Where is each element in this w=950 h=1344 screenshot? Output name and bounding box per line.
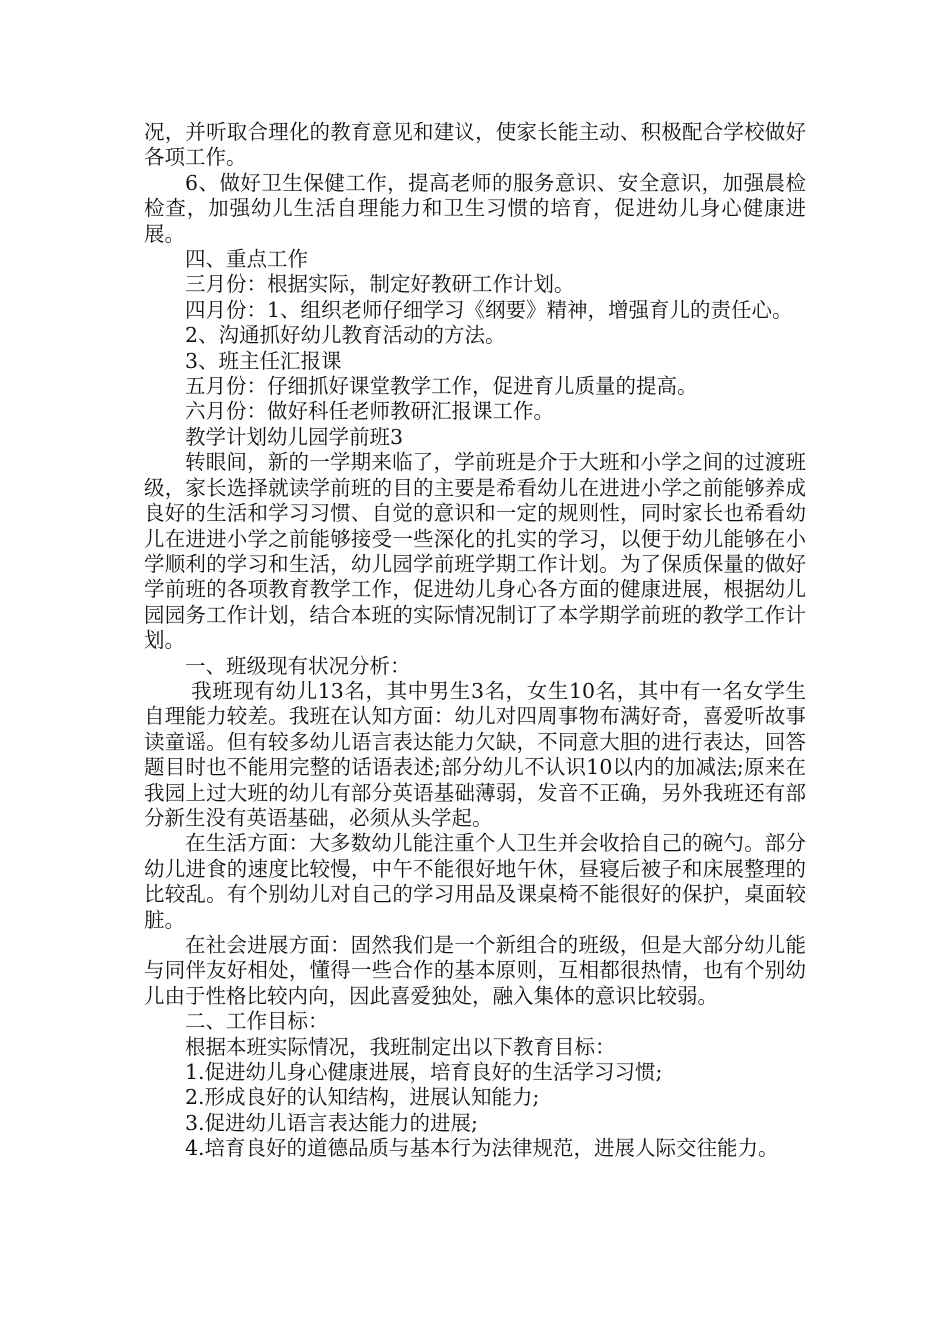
section-heading: 一、班级现有状况分析： [185,653,411,678]
list-item: 2.形成良好的认知结构，进展认知能力; [185,1085,540,1110]
paragraph: 转眼间，新的一学期来临了，学前班是介于大班和小学之间的过渡班级，家长选择就读学前班的目的主要是希看幼儿在进进小学之前能够养成良好的生活和学习习惯、自觉的意识和一定的规则性，同时家长也希看幼儿在进进小学之前能够接受一些深化的扎实的学习，以便于幼儿能够在小学顺利的学习和生活，幼儿园学前班学期工作计划。为了保质保量的做好学前班的各项教育教学工作，促进幼儿身心各方面的健康进展，根据幼儿园园务工作计划，结合本班的实际情况制订了本学期学前班的教学工作计划。 [144,450,806,653]
list-item: 4.培育良好的道德品质与基本行为法律规范，进展人际交往能力。 [185,1136,779,1161]
paragraph: 3、班主任汇报课 [185,348,342,373]
document-title: 教学计划幼儿园学前班3 [185,424,404,449]
paragraph: 在生活方面：大多数幼儿能注重个人卫生并会收拾自己的碗勺。部分幼儿进食的速度比较慢，中午不能很好地午休，昼寝后被子和床展整理的比较乱。有个别幼儿对自己的学习用品及课桌椅不能很好的保护，桌面较脏。 [144,831,806,932]
paragraph: 根据本班实际情况，我班制定出以下教育目标： [185,1034,616,1059]
section-heading: 四、重点工作 [185,247,308,272]
paragraph: 六月份：做好科任老师教研汇报课工作。 [185,399,554,424]
paragraph: 6、做好卫生保健工作，提高老师的服务意识、安全意识，加强晨检检查，加强幼儿生活自理能力和卫生习惯的培育，促进幼儿身心健康进展。 [144,170,806,246]
list-item: 3.促进幼儿语言表达能力的进展; [185,1110,478,1135]
paragraph: 五月份：仔细抓好课堂教学工作，促进育儿质量的提高。 [185,374,698,399]
paragraph: 况，并听取合理化的教育意见和建议，使家长能主动、积极配合学校做好各项工作。 [144,120,806,170]
document-body [144,120,806,1162]
paragraph: 我班现有幼儿13名，其中男生3名，女生10名，其中有一名女学生自理能力较差。我班在认知方面：幼儿对四周事物布满好奇，喜爱听故事读童谣。但有较多幼儿语言表达能力欠缺，不同意大胆的进行表达，回答题目时也不能用完整的话语表述;部分幼儿不认识10以内的加减法;原来在我园上过大班的幼儿有部分英语基础薄弱，发音不正确，另外我班还有部分新生没有英语基础，必须从头学起。 [144,678,806,830]
paragraph: 在社会进展方面：固然我们是一个新组合的班级，但是大部分幼儿能与同伴友好相处，懂得一些合作的基本原则，互相都很热情，也有个别幼儿由于性格比较内向，因此喜爱独处，融入集体的意识比较弱。 [144,933,806,1008]
paragraph: 2、沟通抓好幼儿教育活动的方法。 [185,323,506,348]
list-item: 1.促进幼儿身心健康进展，培育良好的生活学习习惯; [185,1060,663,1085]
paragraph: 三月份：根据实际，制定好教研工作计划。 [185,272,575,297]
section-heading: 二、工作目标： [185,1009,329,1034]
paragraph: 四月份：1、组织老师仔细学习《纲要》精神，增强育儿的责任心。 [185,297,793,322]
